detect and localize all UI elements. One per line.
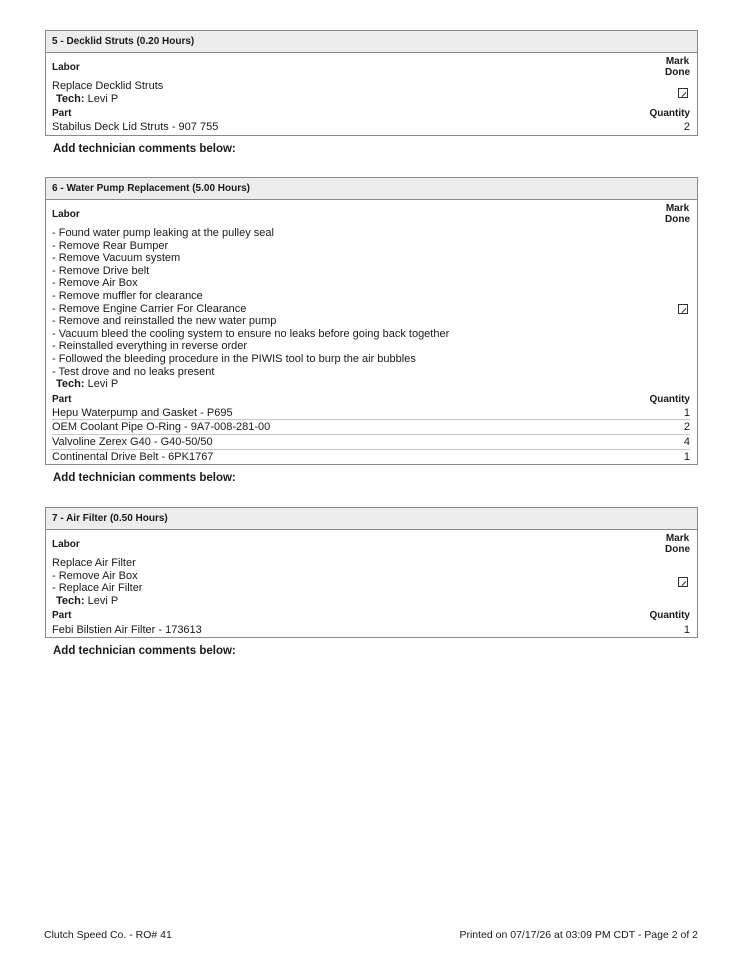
part-qty: 2: [683, 421, 690, 434]
labor-line: - Remove Engine Carrier For Clearance: [52, 302, 247, 315]
tech-line: [52, 595, 142, 608]
mark-done-heading: Mark Done: [665, 533, 690, 555]
quantity-heading: Quantity: [649, 108, 690, 120]
part-heading: Part: [52, 610, 72, 622]
parts-list: [52, 622, 690, 637]
labor-line: Replace Air Filter: [52, 557, 136, 569]
labor-line: - Remove Air Box: [52, 569, 138, 582]
part-heading: Part: [52, 108, 72, 120]
tech-name: Levi P: [87, 92, 119, 105]
labor-row: [52, 557, 690, 607]
part-qty: 1: [683, 450, 690, 463]
tech-line: [52, 378, 449, 391]
part-qty: 1: [683, 623, 690, 636]
quantity-heading: Quantity: [649, 393, 690, 405]
labor-line: - Reinstalled everything in reverse order: [52, 340, 248, 353]
labor-heading: Labor: [52, 538, 80, 550]
labor-line: - Vacuum bleed the cooling system to ensure no leaks before going back together: [52, 327, 450, 340]
quantity-heading: Quantity: [649, 610, 690, 622]
job-title: 6 - Water Pump Replacement (5.00 Hours): [46, 178, 697, 200]
parts-list: [52, 406, 690, 464]
part-name: Continental Drive Belt - 6PK1767: [52, 450, 214, 463]
labor-line: - Replace Air Filter: [52, 582, 143, 595]
part-heading: Part: [52, 393, 72, 405]
labor-heading: Labor: [52, 61, 80, 73]
labor-heading: Labor: [52, 208, 80, 220]
technician-comments-label: Add technician comments below:: [53, 472, 236, 484]
part-name: Stabilus Deck Lid Struts - 907 755: [52, 121, 219, 134]
tech-name: Levi P: [87, 594, 119, 607]
labor-line: - Remove Air Box: [52, 277, 138, 290]
labor-line: Replace Decklid Struts: [52, 80, 164, 92]
labor-line: - Remove muffler for clearance: [52, 289, 203, 302]
job-card-5: [45, 30, 698, 136]
part-qty: 2: [683, 121, 690, 134]
part-row: [52, 435, 690, 450]
part-qty: 4: [683, 435, 690, 448]
labor-line: - Test drove and no leaks present: [52, 365, 215, 378]
part-row: [52, 120, 690, 135]
footer-printed-page: Printed on 07/17/26 at 03:09 PM CDT - Page 2 of 2: [459, 929, 698, 941]
part-qty: 1: [683, 406, 690, 419]
part-name: OEM Coolant Pipe O-Ring - 9A7-008-281-00: [52, 421, 271, 434]
tech-line: [52, 93, 163, 106]
labor-line: - Remove and reinstalled the new water pump: [52, 315, 277, 328]
labor-line: - Remove Vacuum system: [52, 252, 181, 265]
mark-done-heading: Mark Done: [665, 203, 690, 225]
part-name: Hepu Waterpump and Gasket - P695: [52, 406, 233, 419]
technician-comments-label: Add technician comments below:: [53, 645, 236, 657]
part-name: Febi Bilstien Air Filter - 173613: [52, 623, 202, 636]
part-row: [52, 450, 690, 465]
part-row: [52, 420, 690, 435]
labor-description: [52, 557, 142, 607]
part-row: [52, 622, 690, 637]
tech-name: Levi P: [87, 378, 119, 391]
mark-done-checkbox[interactable]: [678, 88, 688, 98]
part-name: Valvoline Zerex G40 - G40-50/50: [52, 435, 213, 448]
labor-line: - Found water pump leaking at the pulley seal: [52, 227, 274, 239]
labor-line: - Followed the bleeding procedure in the PIWIS tool to burp the air bubbles: [52, 352, 416, 365]
mark-done-checkbox[interactable]: [678, 304, 688, 314]
labor-row: [52, 80, 690, 105]
parts-list: [52, 120, 690, 135]
job-title: 7 - Air Filter (0.50 Hours): [46, 508, 697, 530]
labor-row: [52, 227, 690, 391]
labor-line: - Remove Drive belt: [52, 264, 150, 277]
mark-done-checkbox[interactable]: [678, 577, 688, 587]
job-card-7: [45, 507, 698, 638]
tech-label: Tech:: [56, 378, 85, 391]
footer-shop-ro: Clutch Speed Co. - RO# 41: [44, 929, 172, 941]
job-card-6: [45, 177, 698, 465]
tech-label: Tech:: [56, 92, 85, 105]
labor-line: - Remove Rear Bumper: [52, 239, 169, 252]
labor-description: [52, 80, 163, 105]
tech-label: Tech:: [56, 594, 85, 607]
part-row: [52, 406, 690, 421]
mark-done-heading: Mark Done: [665, 56, 690, 78]
job-title: 5 - Decklid Struts (0.20 Hours): [46, 31, 697, 53]
technician-comments-label: Add technician comments below:: [53, 143, 236, 155]
labor-description: [52, 227, 449, 391]
